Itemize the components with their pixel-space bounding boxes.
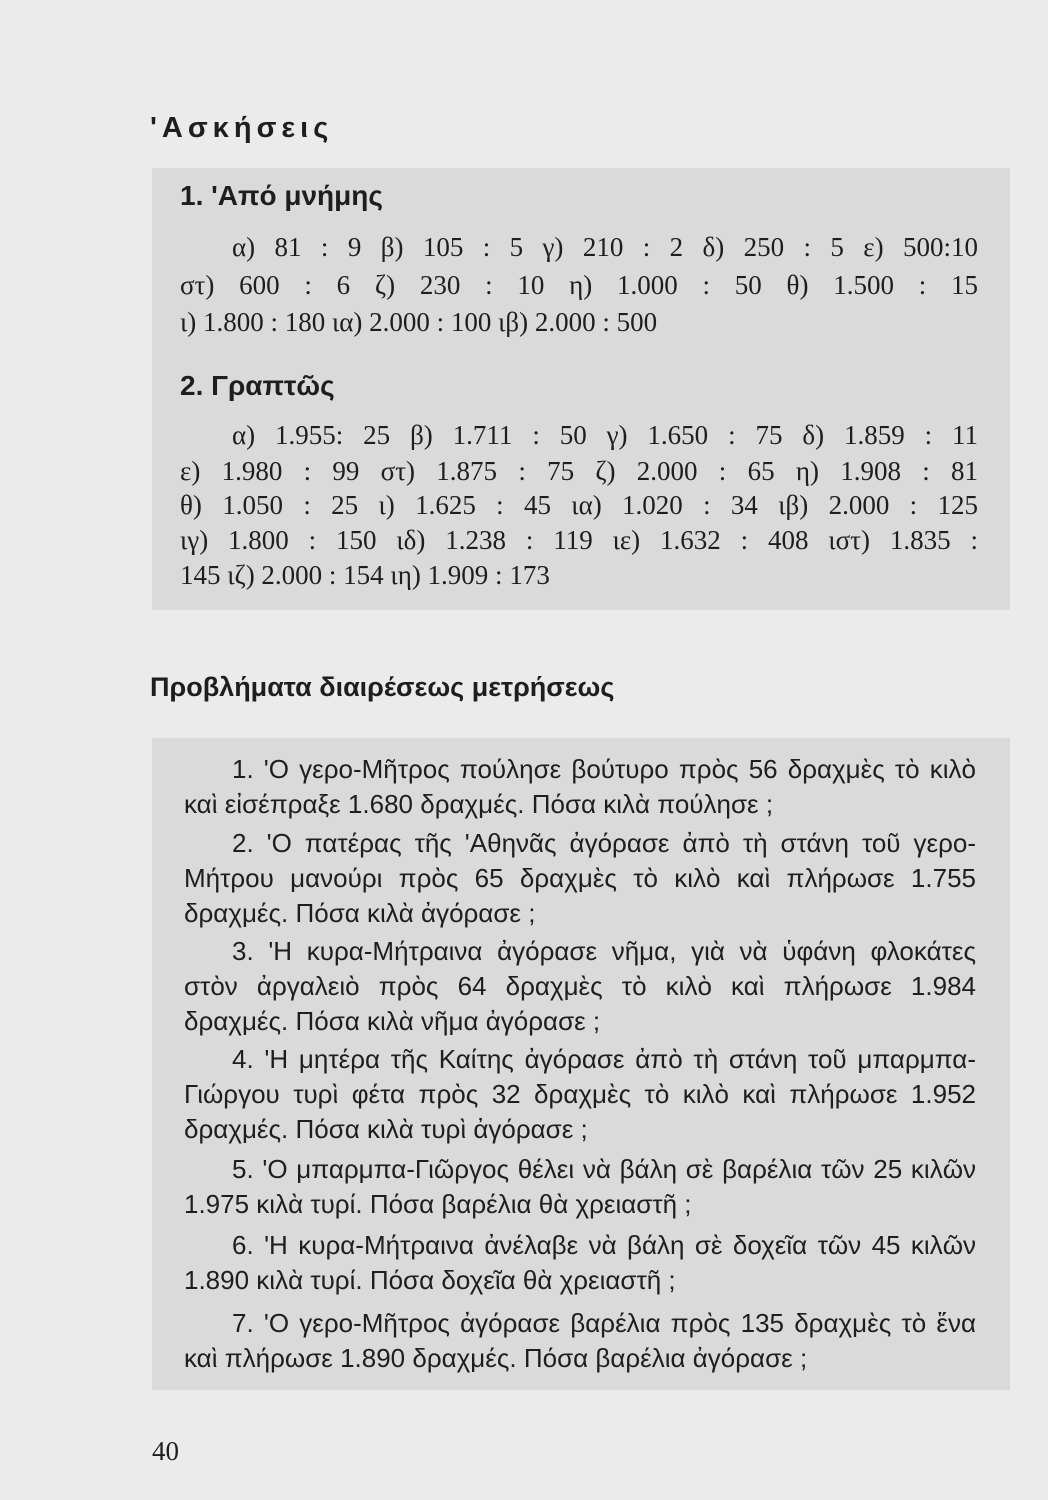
problems-heading: Προβλήματα διαιρέσεως μετρήσεως bbox=[150, 672, 615, 702]
written-line: 145 ιζ) 2.000 : 154 ιη) 1.909 : 173 bbox=[180, 560, 550, 590]
memory-line: α) 81 : 9 β) 105 : 5 γ) 210 : 2 δ) 250 : 5 ε) 500:10 bbox=[232, 232, 978, 262]
written-line: ε) 1.980 : 99 στ) 1.875 : 75 ζ) 2.000 : 65 η) 1.908 : 81 bbox=[180, 456, 978, 486]
problem-item: 2. 'Ο πατέρας τῆς 'Αθηνᾶς ἀγόρασε ἀπὸ τὴ στάνη τοῦ γερο-Μήτρου μανούρι πρὸς 65 δραχμὲς τὸ κιλὸ καὶ πλήρωσε 1.755 δραχμές. Πόσα κιλὰ ἀγόρασε ; bbox=[184, 828, 976, 928]
written-line: α) 1.955: 25 β) 1.711 : 50 γ) 1.650 : 75 δ) 1.859 : 11 bbox=[232, 420, 978, 450]
written-line: θ) 1.050 : 25 ι) 1.625 : 45 ια) 1.020 : 34 ιβ) 2.000 : 125 bbox=[180, 490, 978, 520]
problem-item: 5. 'Ο μπαρμπα-Γιῶργος θέλει νὰ βάλη σὲ βαρέλια τῶν 25 κιλῶν 1.975 κιλὰ τυρί. Πόσα βαρέλια θὰ χρειαστῆ ; bbox=[184, 1154, 976, 1219]
problem-item: 7. 'Ο γερο-Μῆτρος ἀγόρασε βαρέλια πρὸς 135 δραχμὲς τὸ ἕνα καὶ πλήρωσε 1.890 δραχμές. Πόσα βαρέλια ἀγόρασε ; bbox=[184, 1308, 976, 1373]
exercises-heading: 'Ασκήσεις bbox=[150, 112, 334, 144]
memory-line: ι) 1.800 : 180 ια) 2.000 : 100 ιβ) 2.000 : 500 bbox=[180, 307, 658, 337]
problem-item: 3. 'Η κυρα-Μήτραινα ἀγόρασε νῆμα, γιὰ νὰ ὑφάνη φλοκάτες στὸν ἀργαλειὸ πρὸς 64 δραχμὲς τὸ κιλὸ καὶ πλήρωσε 1.984 δραχμές. Πόσα κιλὰ νῆμα ἀγόρασε ; bbox=[184, 936, 976, 1036]
section-written-title: 2. Γραπτῶς bbox=[180, 370, 335, 401]
problem-item: 4. 'Η μητέρα τῆς Καίτης ἀγόρασε ἀπὸ τὴ στάνη τοῦ μπαρμπα-Γιώργου τυρὶ φέτα πρὸς 32 δραχμὲς τὸ κιλὸ καὶ πλήρωσε 1.952 δραχμές. Πόσα κιλὰ τυρὶ ἀγόρασε ; bbox=[184, 1044, 976, 1144]
memory-line: στ) 600 : 6 ζ) 230 : 10 η) 1.000 : 50 θ) 1.500 : 15 bbox=[180, 270, 978, 300]
section-memory-title: 1. 'Από μνήμης bbox=[180, 180, 383, 211]
problem-item: 1. 'Ο γερο-Μῆτρος πούλησε βούτυρο πρὸς 56 δραχμὲς τὸ κιλὸ καὶ εἰσέπραξε 1.680 δραχμές. Πόσα κιλὰ πούλησε ; bbox=[184, 754, 976, 819]
written-line: ιγ) 1.800 : 150 ιδ) 1.238 : 119 ιε) 1.632 : 408 ιστ) 1.835 : bbox=[180, 525, 978, 555]
page-number: 40 bbox=[152, 1436, 179, 1466]
problem-item: 6. 'Η κυρα-Μήτραινα ἀνέλαβε νὰ βάλη σὲ δοχεῖα τῶν 45 κιλῶν 1.890 κιλὰ τυρί. Πόσα δοχεῖα θὰ χρειαστῆ ; bbox=[184, 1230, 976, 1295]
